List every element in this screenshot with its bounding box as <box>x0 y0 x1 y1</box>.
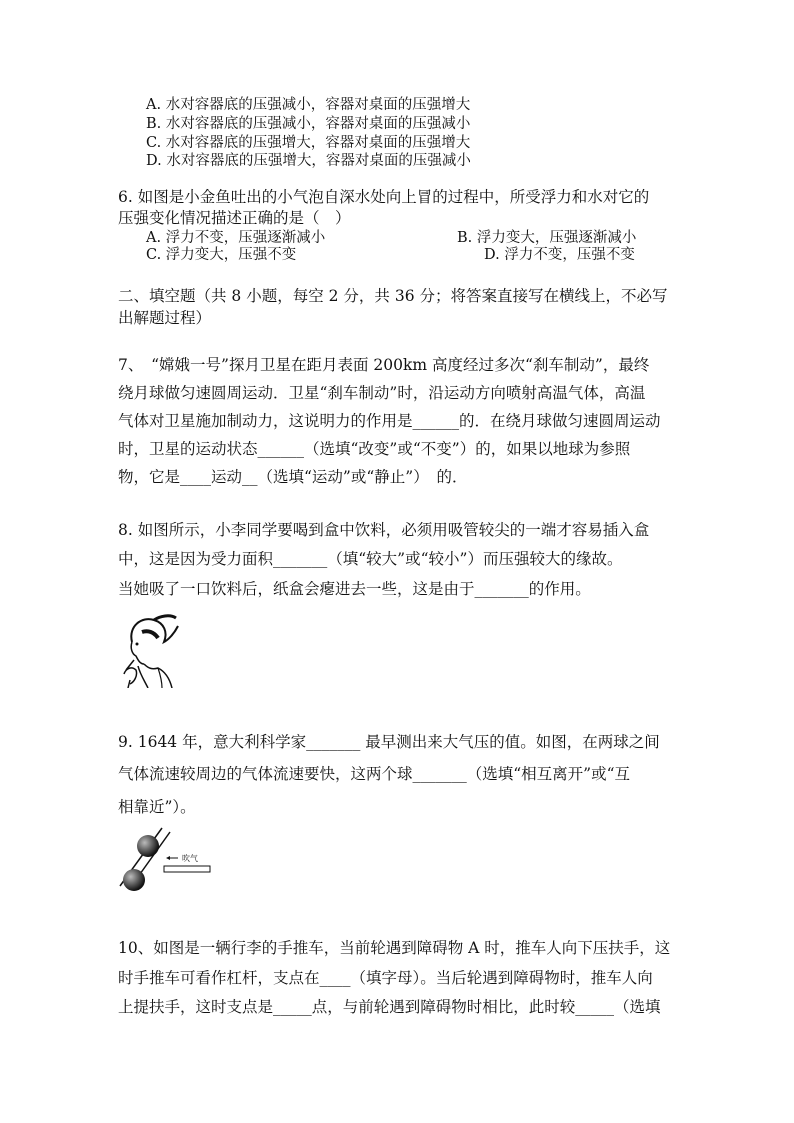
q6-option-d: D. 浮力不变，压强不变 <box>484 247 635 263</box>
section2-heading-line1: 二、填空题（共 8 小题，每空 2 分，共 36 分；将答案直接写在横线上，不必写 <box>118 287 668 305</box>
q6-option-b: B. 浮力变大，压强逐渐减小 <box>457 230 637 246</box>
q7-line5: 物，它是____运动__（选填“运动”或“静止”） 的． <box>118 468 468 486</box>
q10-line2: 时手推车可看作杠杆，支点在____（填字母）。当后轮遇到障碍物时，推车人向 <box>118 969 653 987</box>
q5-option-d: D. 水对容器底的压强增大，容器对桌面的压强减小 <box>146 153 471 169</box>
q8-line3: 当她吸了一口饮料后，纸盒会瘪进去一些，这是由于_______的作用。 <box>118 580 591 598</box>
q8-line1: 8. 如图所示，小李同学要喝到盒中饮料，必须用吸管较尖的一端才容易插入盒 <box>118 521 650 539</box>
q5-option-b: B. 水对容器底的压强减小，容器对桌面的压强减小 <box>146 116 471 132</box>
q6-stem-line1: 6. 如图是小金鱼吐出的小气泡自深水处向上冒的过程中，所受浮力和水对它的 <box>118 188 650 206</box>
q6-option-c: C. 浮力变大，压强不变 <box>146 247 297 263</box>
q7-line3: 气体对卫星施加制动力，这说明力的作用是______的．在绕月球做匀速圆周运动 <box>118 412 661 430</box>
q9-line1: 9. 1644 年，意大利科学家_______ 最早测出来大气压的值。如图，在两球之间 <box>118 733 660 751</box>
q10-line1: 10、如图是一辆行李的手推车，当前轮遇到障碍物 A 时，推车人向下压扶手，这 <box>118 939 671 957</box>
q6-option-a: A. 浮力不变，压强逐渐减小 <box>146 230 326 246</box>
girl-drinking-figure <box>118 612 180 688</box>
q6-stem-line2: 压强变化情况描述正确的是（ ） <box>118 209 351 227</box>
q7-line1: 7、 “嫦娥一号”探月卫星在距月表面 200km 高度经过多次“刹车制动”，最终 <box>118 356 650 374</box>
two-balls-figure <box>118 826 218 892</box>
blow-label: 吹气 <box>182 854 198 863</box>
q5-option-a: A. 水对容器底的压强减小，容器对桌面的压强增大 <box>146 97 471 113</box>
q5-option-c: C. 水对容器底的压强增大，容器对桌面的压强增大 <box>146 135 471 151</box>
q8-line2: 中，这是因为受力面积_______（填“较大”或“较小”）而压强较大的缘故。 <box>118 550 623 568</box>
q7-line4: 时，卫星的运动状态______（选填“改变”或“不变”）的，如果以地球为参照 <box>118 440 631 458</box>
q9-line3: 相靠近”）。 <box>118 798 196 816</box>
q7-line2: 绕月球做匀速圆周运动．卫星“刹车制动”时，沿运动方向喷射高温气体，高温 <box>118 384 646 402</box>
q9-line2: 气体流速较周边的气体流速要快，这两个球_______（选填“相互离开”或“互 <box>118 765 631 783</box>
section2-heading-line2: 出解题过程） <box>118 309 212 327</box>
q10-line3: 上提扶手，这时支点是_____点，与前轮遇到障碍物时相比，此时较_____（选填 <box>118 998 661 1016</box>
